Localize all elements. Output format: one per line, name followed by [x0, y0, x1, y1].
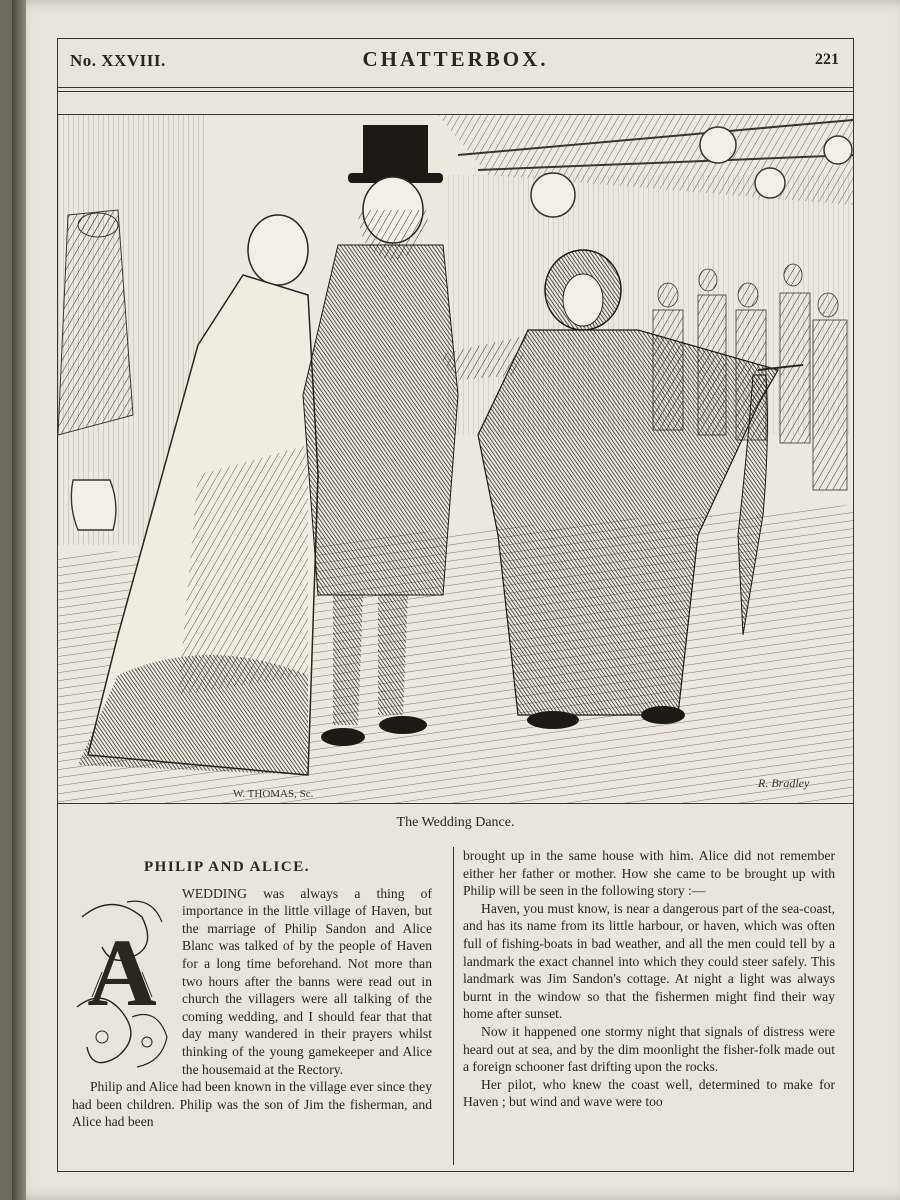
illustration-caption: The Wedding Dance.: [396, 815, 515, 830]
engraving-image: [58, 115, 853, 803]
story-paragraph-6: Her pilot, who knew the coast well, determined to make for Haven ; but wind and wave were too: [463, 1076, 835, 1110]
story-paragraph-3: brought up in the same house with him. Alice did not remember either her father or mother. How she came to be brought up with Philip will be seen in the following story :—: [463, 848, 835, 899]
header-rule: [58, 91, 853, 92]
story-title: PHILIP AND ALICE.: [144, 859, 310, 875]
ornamental-drop-cap: [72, 887, 172, 1077]
drop-cap-letter: A: [87, 918, 157, 1026]
story-paragraph-4: Haven, you must know, is near a dangerous part of the sea-coast, and has its name from its little harbour, or haven, which was often full of fishing-boats in bad weather, and all the men could tell by a landmark the exact channel into which they could steer safely. This landmark was Jim Sandon's cottage. At night a light was always burnt in the window so that the fishermen might find their way home after sunset.: [463, 900, 835, 1022]
running-header: [58, 39, 853, 88]
page-frame: [57, 38, 854, 1172]
story-paragraph-1: WEDDING was always a thing of importance in the little village of Haven, but the marriage of Philip Sandon and Alice Blanc was talked of by the people of Haven for a long time beforehand. Not more than two hours after the banns were read out in church the villagers were all talking of the coming wedding, and I should fear that that day many wandered in their prayers whilst thinking of the young gamekeeper and Alice the housemaid at the Rectory.: [182, 885, 432, 1077]
book-page: [12, 0, 900, 1200]
story-left-column: [72, 849, 432, 1131]
book-spine: [12, 0, 26, 1200]
engraver-signature: W. THOMAS, Sc.: [233, 788, 314, 800]
story-paragraph-2: Philip and Alice had been known in the village ever since they had been children. Philip was the son of Jim the fisherman, and Alice had been: [72, 1079, 432, 1130]
page-number: 221: [815, 51, 839, 68]
story-right-column: [463, 847, 835, 1111]
wedding-dance-engraving: [58, 114, 853, 804]
column-divider: [453, 847, 454, 1165]
issue-number: No. XXVIII.: [70, 51, 166, 70]
magazine-title: CHATTERBOX.: [362, 47, 549, 71]
artist-signature: R. Bradley: [758, 776, 810, 790]
story-paragraph-5: Now it happened one stormy night that signals of distress were heard out at sea, and by the dim moonlight the fisher-folk made out a foreign schooner fast drifting upon the rocks.: [463, 1023, 835, 1075]
